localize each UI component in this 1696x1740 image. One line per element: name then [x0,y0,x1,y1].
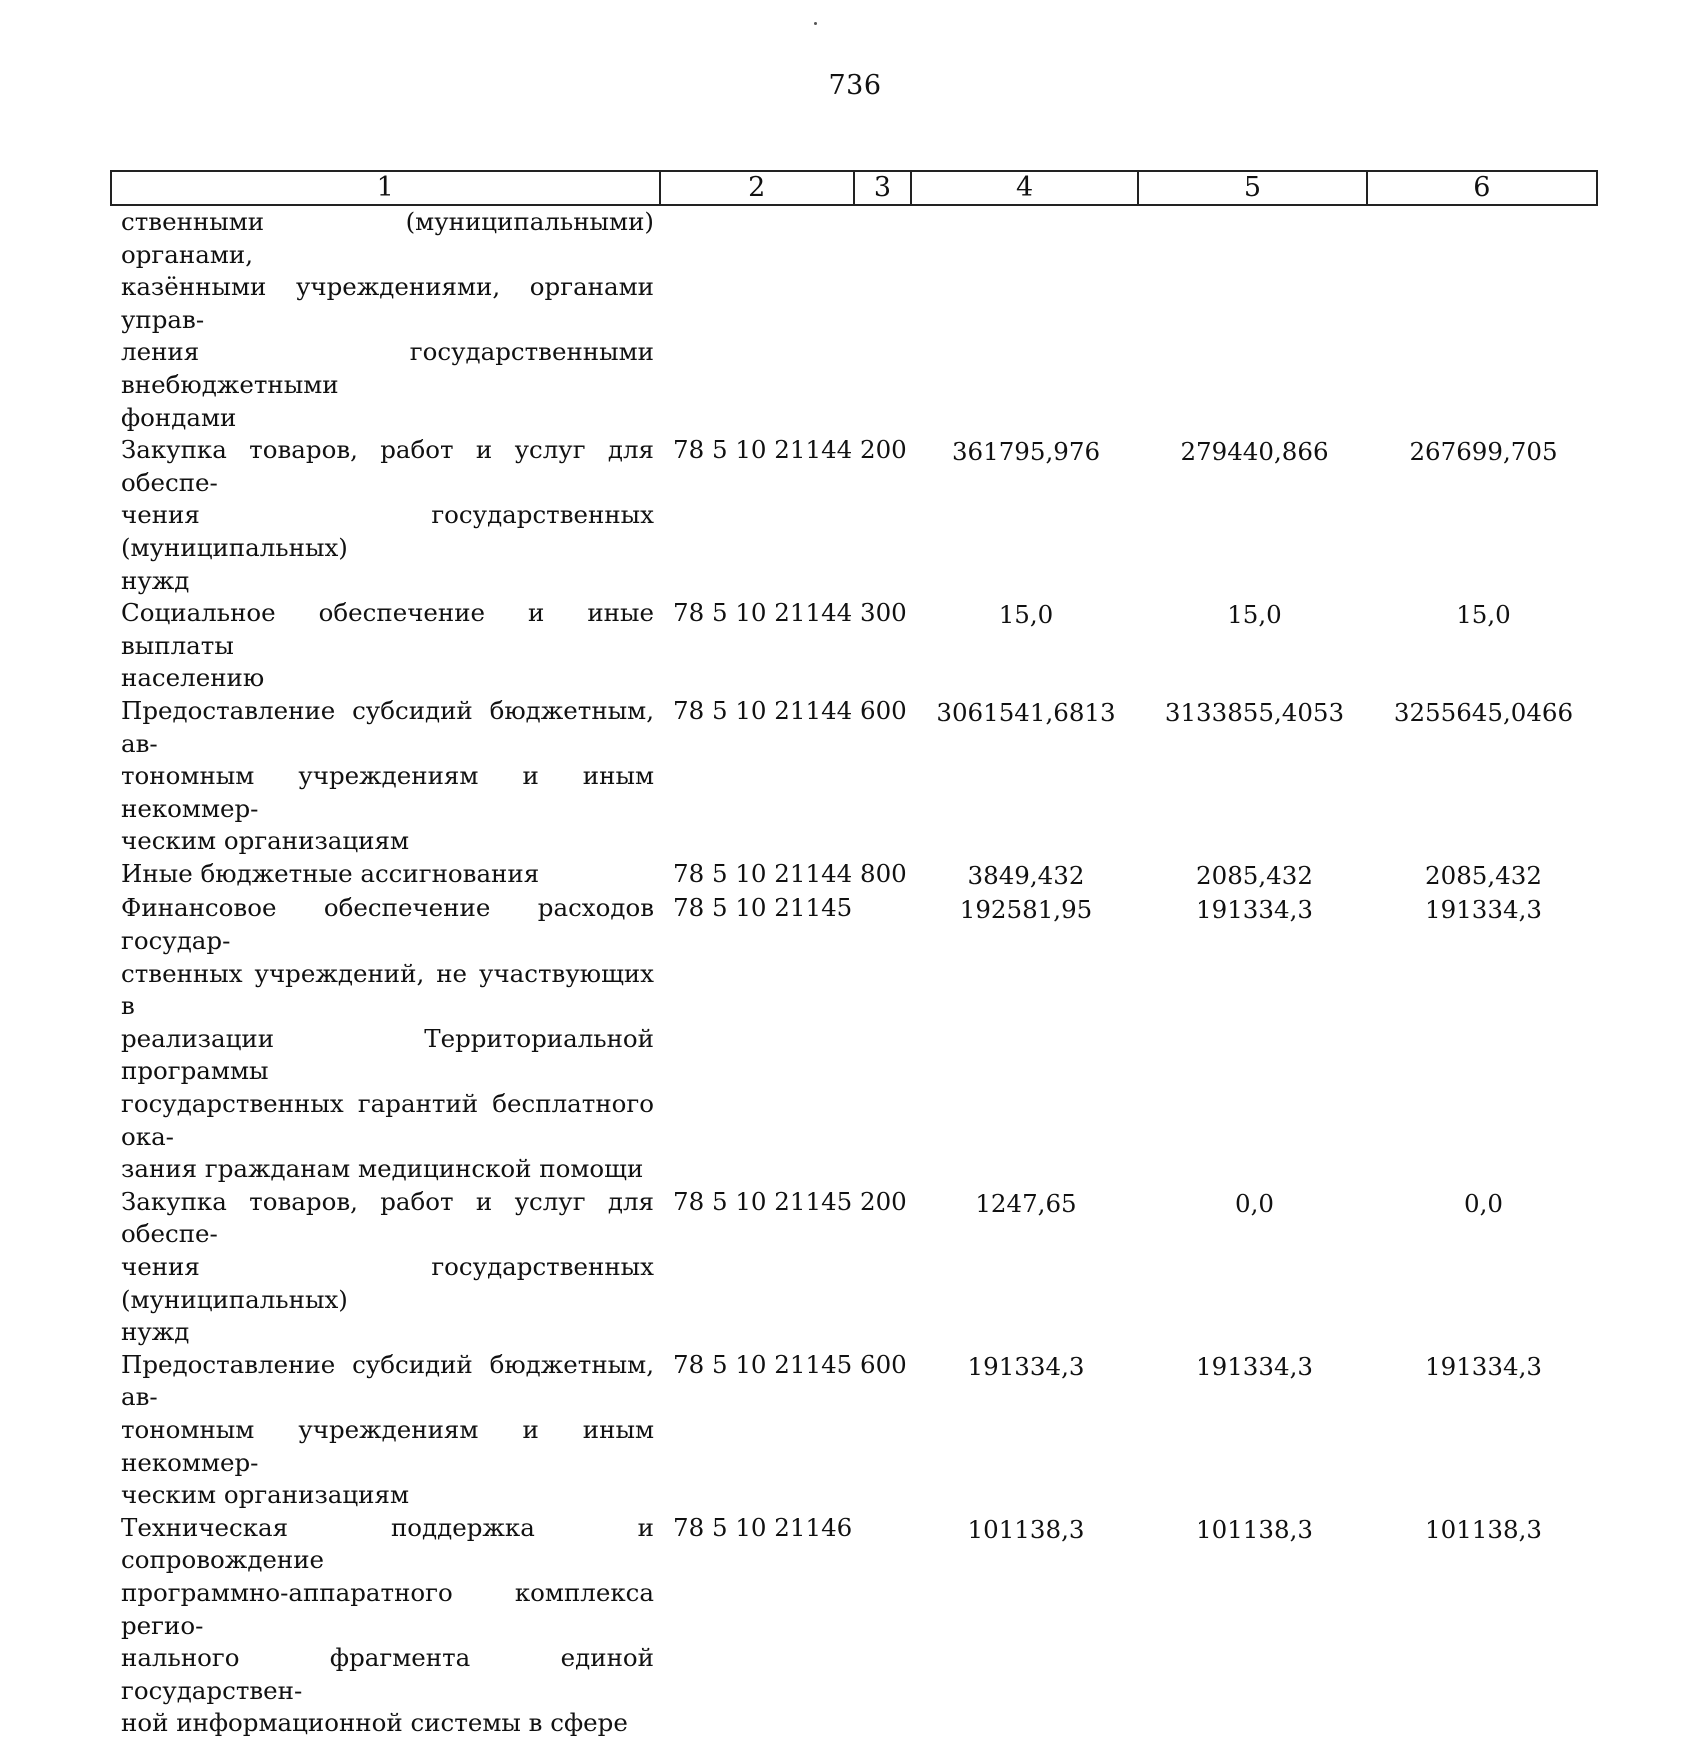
description-line: нужд [121,1317,190,1347]
table-header [110,170,1598,206]
row-value-col4: 3849,432 [967,860,1085,890]
row-description [110,892,660,1185]
scan-artifact-dot [814,22,817,25]
row-code: 78 5 10 21144 [673,858,853,888]
description-line: нального фрагмента единой государствен- [121,1643,654,1705]
row-value-col6: 191334,3 [1425,1351,1542,1381]
row-value-col6: 15,0 [1456,600,1511,630]
row-value-col6: 101138,3 [1425,1514,1542,1544]
row-description [110,434,660,597]
row-value-col4: 1247,65 [975,1188,1077,1218]
row-code: 78 5 10 21144 [673,695,853,725]
row-description [110,1512,660,1740]
row-value-col6 [1369,206,1598,208]
row-value-col6: 267699,705 [1409,437,1558,467]
header-col-2: 2 [661,172,855,204]
row-expense-type: 200 [860,1186,907,1216]
description-line: тономным учреждениям и иным некоммер- [121,1414,654,1477]
table-row [110,892,1598,1185]
table-row [110,434,1598,597]
header-col-6: 6 [1473,171,1491,203]
description-line: чения государственных (муниципальных) [121,500,654,562]
row-code: 78 5 10 21145 [673,893,853,923]
row-description [110,858,660,891]
row-value-col4: 3061541,6813 [936,697,1116,727]
row-expense-type: 300 [860,598,907,628]
description-line: нужд [121,565,190,595]
table-row [110,597,1598,695]
row-code: 78 5 10 21144 [673,598,853,628]
description-line: тономным учреждениям и иным некоммер- [121,761,654,823]
table-row [110,1512,1598,1740]
table-row [110,695,1598,858]
row-code: 78 5 10 21144 [673,435,853,465]
description-line: ления государственными внебюджетными [121,337,654,399]
row-value-col4 [912,206,1140,208]
row-value-col4: 361795,976 [951,437,1101,467]
row-expense-type: 800 [860,858,907,888]
row-value-col5: 191334,3 [1196,895,1313,925]
row-code: 78 5 10 21146 [673,1512,853,1542]
description-line: Закупка товаров, работ и услуг для обеспе- [121,1186,654,1249]
row-value-col5: 2085,432 [1196,860,1313,890]
row-value-col5: 101138,3 [1196,1514,1313,1544]
header-col-3: 3 [855,172,912,204]
description-line: Техническая поддержка и сопровождение [121,1512,654,1575]
description-line: ственными (муниципальными) органами, [121,207,654,269]
row-code: 78 5 10 21145 [673,1186,853,1216]
description-line: Предоставление субсидий бюджетным, ав- [121,695,654,758]
description-line: Закупка товаров, работ и услуг для обеспе- [121,435,654,497]
description-line: Социальное обеспечение и иные выплаты [121,598,654,660]
row-expense-type: 600 [860,1349,907,1379]
row-value-col4: 101138,3 [967,1514,1085,1544]
row-value-col6: 3255645,0466 [1393,697,1574,727]
description-line: ной информационной системы в сфере [121,1708,628,1738]
row-value-col5: 15,0 [1227,600,1282,630]
table-row [110,858,1598,893]
row-description [110,206,660,434]
description-line: чения государственных (муниципальных) [121,1252,654,1314]
row-expense-type: 600 [860,695,907,725]
description-line: ственных учреждений, не участвующих в [121,958,654,1021]
row-value-col6: 2085,432 [1425,860,1542,890]
page-number: 736 [828,70,882,101]
description-line: государственных гарантий бесплатного ока- [121,1089,654,1151]
header-col-1: 1 [112,172,661,204]
row-value-col6: 191334,3 [1425,895,1542,925]
row-value-col5: 279440,866 [1180,437,1329,467]
row-value-col4: 191334,3 [967,1351,1085,1381]
row-expense-type: 200 [860,435,907,465]
row-description [110,1186,660,1349]
row-value-col4: 192581,95 [959,895,1093,925]
description-line: фондами [121,402,237,432]
description-line: казёнными учреждениями, органами управ- [121,272,654,334]
description-line: программно-аппаратного комплекса регио- [121,1577,654,1640]
row-code: 78 5 10 21145 [673,1349,853,1379]
row-description [110,695,660,858]
description-line: реализации Территориальной программы [121,1023,654,1086]
description-line: Предоставление субсидий бюджетным, ав- [121,1349,654,1412]
description-line: населению [121,663,265,693]
description-line: ческим организациям [121,826,410,856]
table-row [110,1186,1598,1349]
row-value-col4: 15,0 [998,600,1054,630]
description-line: Финансовое обеспечение расходов государ- [121,893,654,956]
description-line: Иные бюджетные ассигнования [121,858,540,888]
header-col-4: 4 [912,172,1139,204]
table-row [110,206,1598,434]
description-line: ческим организациям [121,1480,410,1510]
row-value-col5 [1140,206,1369,208]
header-col-5: 5 [1139,172,1367,204]
row-value-col5: 3133855,4053 [1164,697,1345,727]
row-value-col6: 0,0 [1464,1188,1503,1218]
description-line: зания гражданам медицинской помощи [121,1154,644,1184]
row-value-col5: 191334,3 [1196,1351,1313,1381]
row-description [110,1349,660,1512]
table-body [110,206,1598,1740]
table-row [110,1349,1598,1512]
row-description [110,597,660,695]
row-value-col5: 0,0 [1235,1188,1274,1218]
